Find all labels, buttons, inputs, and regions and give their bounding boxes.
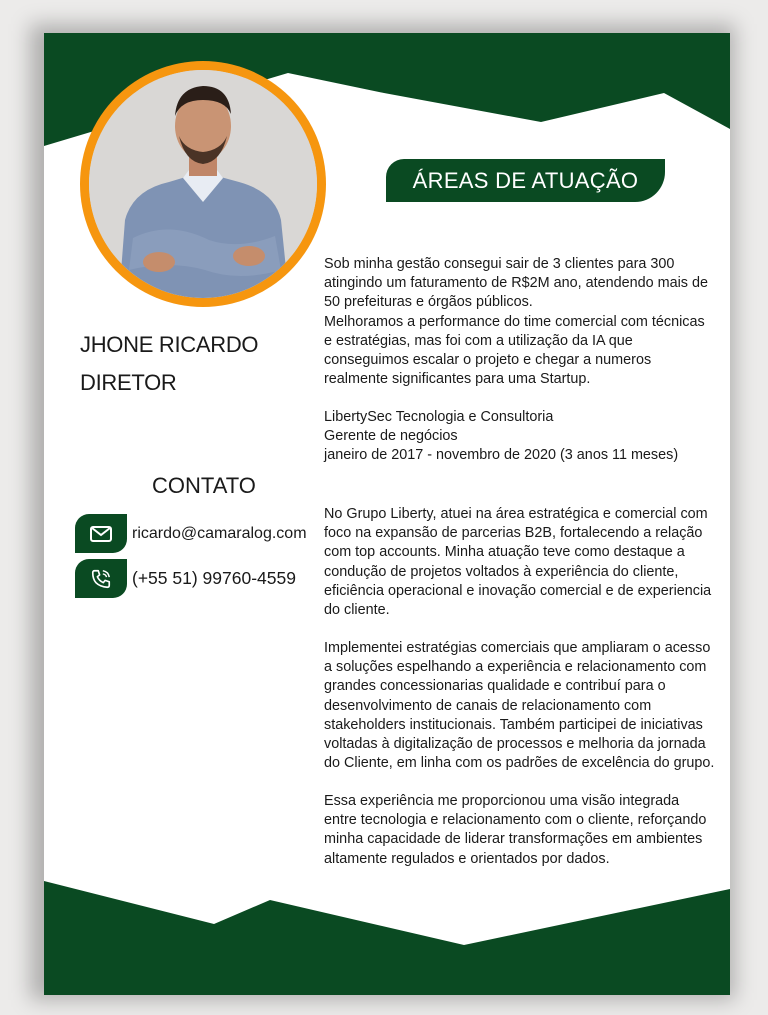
text-line: do cliente.	[324, 602, 390, 619]
text-line: altamente regulados e orientados por dados.	[324, 850, 610, 867]
experience-paragraph-1	[324, 505, 730, 620]
text-line: e estratégias, mas foi com a utilização da IA que	[324, 332, 633, 349]
text-line: Melhoramos a performance do time comercial com técnicas	[324, 313, 705, 330]
text-line: minha capacidade de liderar transformações em ambientes	[324, 831, 703, 848]
text-line: condução de projetos voltados à experiência do cliente,	[324, 563, 679, 580]
text-line: atingindo um faturamento de R$2M ano, atendendo mais de	[324, 275, 709, 292]
envelope-icon	[75, 514, 127, 553]
areas-title: ÁREAS DE ATUAÇÃO	[412, 167, 639, 193]
phone-row[interactable]	[75, 559, 296, 598]
text-line: No Grupo Liberty, atuei na área estratégica e comercial com	[324, 506, 708, 522]
name-block	[80, 326, 258, 402]
profile-photo	[89, 70, 317, 298]
phone-number[interactable]: (+55 51) 99760-4559	[132, 568, 296, 588]
phone-icon	[75, 559, 127, 598]
text-line: do Cliente, em linha com os padrões de excelência do grupo.	[324, 755, 715, 772]
company-name: LibertySec Tecnologia e Consultoria	[324, 409, 554, 425]
profile-photo-frame	[80, 61, 326, 307]
text-line: realmente significantes para uma Startup.	[324, 371, 591, 388]
job-title: Gerente de negócios	[324, 428, 458, 445]
text-line: Implementei estratégias comerciais que ampliaram o acesso	[324, 640, 711, 656]
text-line: entre tecnologia e relacionamento com o cliente, reforçando	[324, 812, 707, 829]
experience-paragraph-2	[324, 639, 730, 773]
job-period: janeiro de 2017 - novembro de 2020 (3 anos 11 meses)	[324, 447, 679, 464]
job-header	[324, 408, 730, 466]
text-line: foco na expansão de parcerias B2B, fortalecendo a relação	[324, 525, 703, 542]
email-row[interactable]	[75, 514, 307, 553]
text-line: 50 prefeituras e órgãos públicos.	[324, 294, 533, 311]
text-line: grandes concessionarias qualidade e contribuí para o	[324, 678, 666, 695]
resume-page	[44, 33, 730, 995]
text-line: desenvolvimento de canais de relacionamento com	[324, 697, 652, 714]
email-address[interactable]: ricardo@camaralog.com	[132, 524, 307, 542]
person-role: DIRETOR	[80, 370, 177, 395]
text-line: a soluções espelhando a experiência e relacionamento com	[324, 659, 707, 676]
text-line: Essa experiência me proporcionou uma visão integrada	[324, 793, 680, 809]
experience-summary	[324, 255, 730, 389]
text-line: stakeholders institucionais. Também participei de iniciativas	[324, 716, 703, 733]
areas-banner	[386, 159, 665, 202]
person-name: JHONE RICARDO	[80, 332, 259, 357]
text-line: eficiência operacional e inovação comercial e de experiencia	[324, 582, 712, 599]
contact-heading: CONTATO	[152, 473, 256, 498]
text-line: voltadas à digitalização de processos e melhoria da jornada	[324, 736, 706, 753]
text-line: com top accounts. Minha atuação teve como destaque a	[324, 544, 685, 561]
text-line: Sob minha gestão consegui sair de 3 clientes para 300	[324, 256, 675, 272]
text-line: conseguimos escalar o projeto e chegar a numeros	[324, 352, 652, 369]
experience-paragraph-3	[324, 792, 730, 869]
